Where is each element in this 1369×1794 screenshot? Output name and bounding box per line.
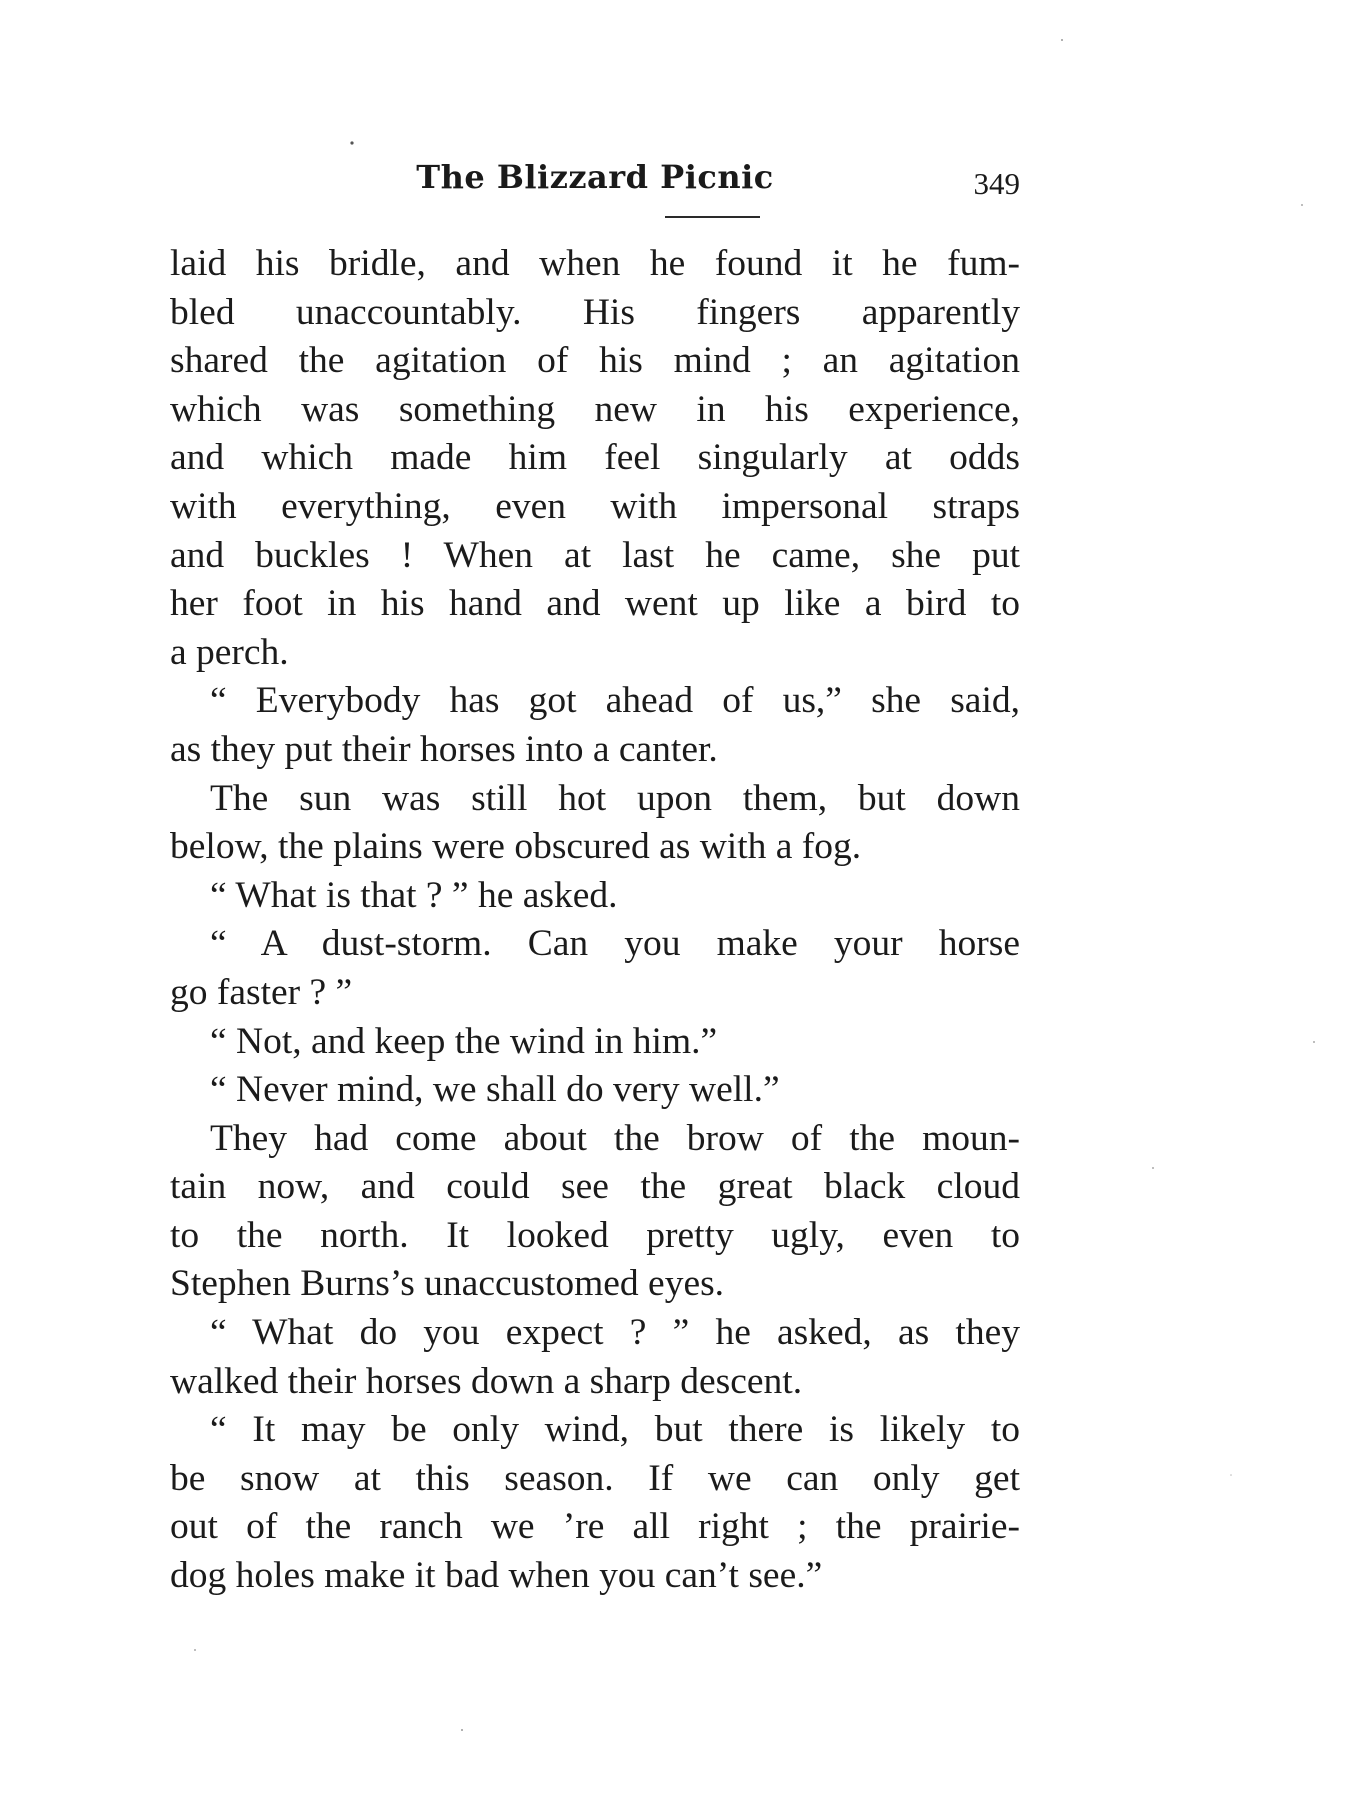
text-line: below, the plains were obscured as with a fog.: [170, 826, 862, 868]
text-line: They had come about the brow of the moun-: [210, 1117, 1020, 1159]
text-line: be snow at this season. If we can only get: [170, 1457, 1020, 1499]
text-line: which was something new in his experience,: [170, 388, 1020, 430]
text-line: go faster ? ”: [170, 971, 353, 1013]
head-rule: [665, 216, 760, 218]
text-line: laid his bridle, and when he found it he fum-: [170, 243, 1020, 284]
text-line: and which made him feel singularly at odds: [170, 437, 1020, 479]
text-line: out of the ranch we ’re all right ; the prairie-: [170, 1506, 1020, 1548]
text-line: “ What is that ? ” he asked.: [210, 874, 618, 916]
text-line: “ What do you expect ? ” he asked, as they: [210, 1312, 1020, 1354]
text-line: walked their horses down a sharp descent.: [170, 1360, 803, 1402]
text-line: her foot in his hand and went up like a bird to: [170, 583, 1020, 625]
page-number: 349: [973, 166, 1020, 201]
body-text: [170, 240, 1020, 1601]
text-line: to the north. It looked pretty ugly, even to: [170, 1214, 1020, 1256]
text-line: bled unaccountably. His fingers apparently: [170, 291, 1020, 333]
running-title: The Blizzard Picnic: [416, 158, 774, 196]
text-line: “ A dust-storm. Can you make your horse: [210, 923, 1020, 965]
text-line: dog holes make it bad when you can’t see.”: [170, 1555, 823, 1597]
text-line: a perch.: [170, 631, 289, 673]
text-line: “ It may be only wind, but there is likely to: [210, 1409, 1020, 1451]
text-line: and buckles ! When at last he came, she put: [170, 534, 1020, 576]
text-line: with everything, even with impersonal straps: [170, 485, 1020, 527]
text-line: Stephen Burns’s unaccustomed eyes.: [170, 1263, 725, 1305]
text-line: tain now, and could see the great black cloud: [170, 1166, 1020, 1208]
text-line: “ Not, and keep the wind in him.”: [210, 1020, 718, 1062]
text-line: “ Never mind, we shall do very well.”: [210, 1069, 780, 1111]
text-line: “ Everybody has got ahead of us,” she said,: [210, 680, 1020, 722]
text-line: shared the agitation of his mind ; an agitation: [170, 340, 1020, 382]
running-head: [170, 158, 1020, 218]
text-line: as they put their horses into a canter.: [170, 728, 718, 770]
text-line: The sun was still hot upon them, but down: [210, 777, 1020, 819]
